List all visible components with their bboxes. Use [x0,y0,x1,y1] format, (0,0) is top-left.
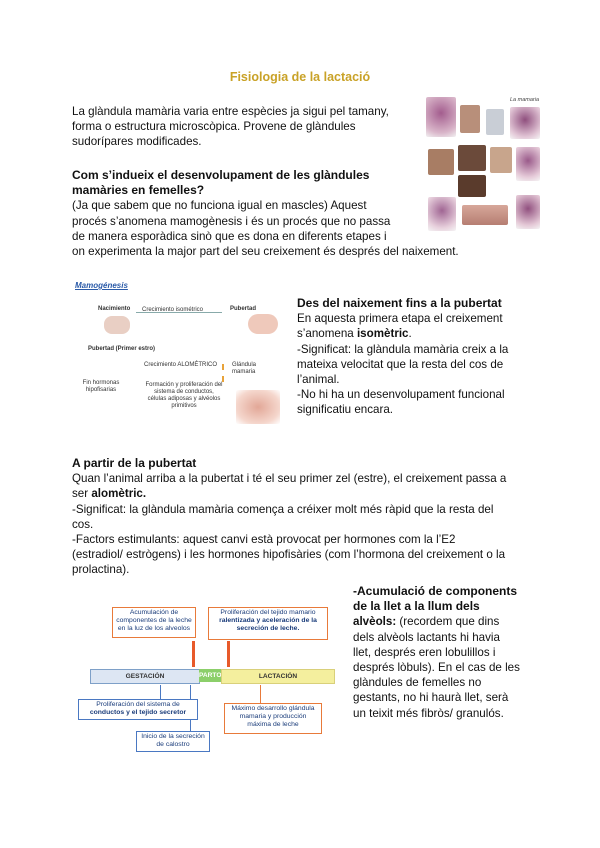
diagram-title: Mamogénesis [75,281,128,290]
box-line: componentes de la leche [116,617,192,624]
section-line: (estradiol/ estrògens) i les hormones hipofisàries (com l’hormona del creixement o la [72,548,506,562]
section-line: glàndules de femelles no [353,676,482,690]
section-line: -No hi ha un desenvolupament funcional [297,388,505,402]
intro-line: forma o estructura microscòpica. Provene de glàndules [72,120,356,134]
box-line: conductos y el tejido secretor [89,709,187,716]
section-line: En aquesta primera etapa el creixement [297,312,503,326]
box-line: Acumulación de [129,609,179,616]
diagram-label-isometric: Crecimiento isométrico [142,307,204,313]
diagram-label-allometric: Crecimiento ALOMÉTRICO [144,362,218,368]
section-line: cos. [72,517,94,531]
box-colostrum [136,731,210,752]
box-max-development [224,703,322,734]
box-line: de calostro [156,741,190,748]
section-line: mateixa velocitat que la resta del cos de [297,357,504,371]
box-line: Máximo desarrollo glándula [231,705,315,712]
section-line: -Significat: la glàndula mamària comença a créixer molt més ràpid que la resta del [72,502,494,516]
bar-lactation: LACTACIÓN [221,669,335,684]
box-line: Proliferación del tejido mamario [220,609,316,616]
section-line: prolactina). [72,563,130,577]
collage-label: La mamaria [510,97,540,103]
question-heading: Com s’indueix el desenvolupament de les glàndules [72,168,370,182]
section-heading: Des del naixement fins a la pubertat [297,296,502,310]
page-title: Fisiologia de la lactació [229,70,371,84]
tissue-photo [462,205,508,225]
tissue-photo [428,197,456,231]
section-line: -Factors estimulants: aquest canvi està provocat per hormones com la l’E2 [72,533,456,547]
section-line: significatiu encara. [297,403,394,417]
diagram-label-puberty: Pubertad [230,306,257,312]
section-line: dels alvèols lactants hi havia [353,630,500,644]
bold-term: alvèols: [353,615,397,629]
tissue-photo [426,97,456,137]
section-heading: -Acumulació de components [353,584,518,598]
section-line [353,614,543,629]
section-line [297,326,547,341]
tissue-photo [516,195,540,229]
tissue-photo [510,107,540,139]
tissue-photo [458,175,486,197]
question-line: (Ja que sabem que no funciona igual en mascles) Aquest [72,199,367,213]
connector-line [160,685,161,699]
diagram-label-ducts: Formación y proliferación del sistema de conductos, células adiposas y alvéolos primitivos [145,382,223,409]
box-line: máxima de leche [247,721,299,728]
section-birth-to-puberty [297,296,547,418]
section-line: l’animal. [297,373,340,387]
bold-term: alomètric. [91,487,147,501]
section-line [72,486,542,501]
bar-birth: PARTO [199,669,221,682]
section-heading: de la llet a la llum dels [353,599,480,614]
box-duct-proliferation [78,699,198,720]
bold-term: isomètric [356,327,409,341]
bar-gestation: GESTACIÓN [90,669,200,684]
diagram-label-birth: Nacimiento [98,306,131,312]
section-milk-accumulation [353,584,543,721]
diagram-label-hormones: Fin hormonas hipofisarias [82,380,120,393]
box-milk-components [112,607,196,638]
section-line: Quan l’animal arriba a la pubertat i té el seu primer zel (estre), el creixement passa a [72,472,507,486]
intro-line: sudorípares modificades. [72,135,202,149]
section-heading: A partir de la pubertat [72,456,197,470]
text-span: ser [72,487,92,501]
tissue-photo [486,109,504,135]
box-line: secreción de leche. [236,625,300,632]
text-span: s’anomena [297,327,357,341]
section-line: gestants, no hi haurà llet, serà [353,691,509,705]
section-line: -Significat: la glàndula mamària creix a la [297,342,509,356]
tissue-photo [428,149,454,175]
section-from-puberty [72,456,542,578]
box-line: Proliferación del sistema de [96,701,180,708]
question-heading: mamàries en femelles? [72,183,205,198]
text-span: . [408,327,412,341]
piglet-image [104,316,130,334]
question-line: de manera esporàdica sinò que es dona en diferents etapes i [72,229,387,243]
arrow-down-red [227,641,230,667]
intro-paragraph [72,104,412,150]
tissue-photo [516,147,540,181]
box-proliferation-slowed [208,607,328,640]
arrow-up [222,364,224,382]
box-line: en la luz de los alveolos [117,625,191,632]
connector-line [260,685,261,703]
intro-line: La glàndula mamària varia entre espècies ja sigui pel tamany, [72,105,389,118]
question-line: on experimenta la major part del seu creixement és després del naixement. [72,245,459,259]
diagram-label-first-estrus: Pubertad (Primer estro) [88,346,156,352]
section-line: després lòbuls). En el cas de les [353,661,520,675]
diagram-label-gland: Glándula mamaria [232,362,257,375]
pig-image [248,314,278,334]
sow-image [236,390,280,424]
box-line: Inicio de la secreción [141,733,205,740]
section-line: llet, després eren lobulillos i [353,645,496,659]
arrow-line [136,312,222,313]
lactation-timeline-diagram [90,605,352,760]
tissue-photo [458,145,486,171]
question-line: procés s’anomena mamogènesis i és un procés que no passa [72,214,391,228]
tissue-photo [460,105,480,133]
mammary-photo-collage [424,95,546,235]
box-line: ralentizada y aceleración de la [219,617,317,624]
tissue-photo [490,147,512,173]
text-span: (recordem que dins [396,615,500,629]
box-line: mamaria y producción [239,713,307,720]
mamogenesis-diagram [72,282,282,432]
section-line: un teixit més fibròs/ granulós. [353,706,504,720]
arrow-down-red [192,641,195,667]
